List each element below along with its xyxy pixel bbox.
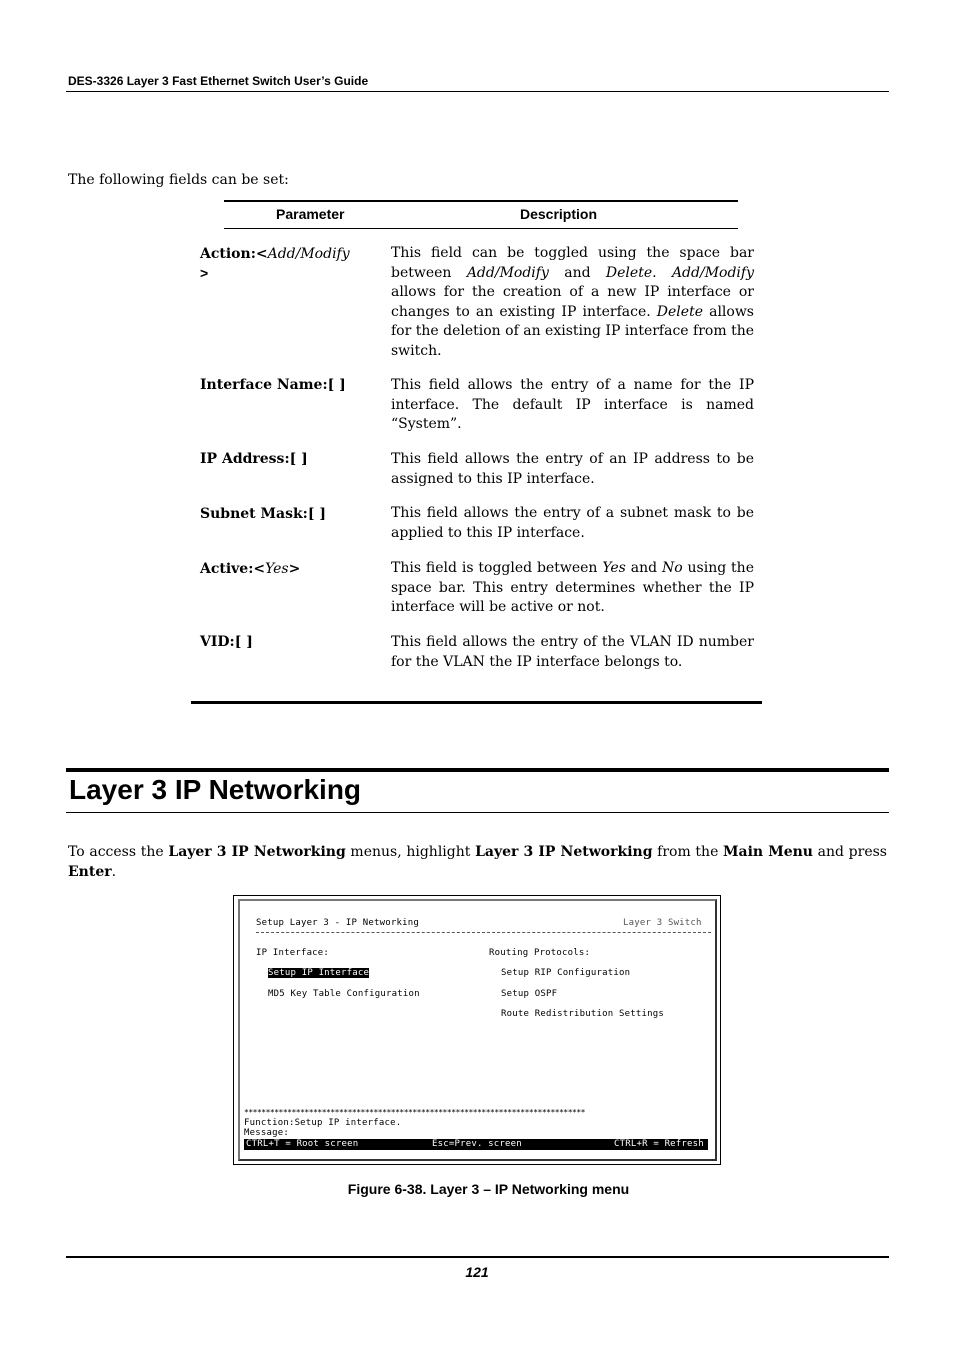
- param-action: Action:<Add/Modify >: [200, 246, 350, 281]
- section-bottom-rule: [66, 812, 889, 813]
- section-top-rule: [66, 768, 889, 772]
- screen-function-line: Function:Setup IP interface.: [244, 1118, 402, 1128]
- table-top-rule: [224, 200, 738, 202]
- routing-protocols-heading: Routing Protocols:: [489, 948, 591, 958]
- table-bottom-rule: [191, 701, 762, 704]
- section-body: To access the Layer 3 IP Networking menus, highlight Layer 3 IP Networking from the Main Menu and press Enter.: [68, 844, 887, 880]
- desc-action: This field can be toggled using the space bar between Add/Modify and Delete. Add/Modify allows for the creation of a new IP interface or changes to an existing IP interface. Delete allows for the deletion of an existing IP interface from the switch.: [391, 245, 754, 359]
- screen-title: Setup Layer 3 - IP Networking: [256, 918, 419, 928]
- column-header-parameter: Parameter: [276, 206, 345, 222]
- param-vid: VID:[ ]: [200, 634, 253, 650]
- param-ip-address: IP Address:[ ]: [200, 451, 308, 467]
- status-refresh[interactable]: CTRL+R = Refresh: [614, 1139, 704, 1149]
- screen-separator-stars: *******************************************************************************: [244, 1108, 585, 1117]
- screen-message-line: Message:: [244, 1128, 289, 1138]
- intro-text: The following fields can be set:: [68, 172, 289, 188]
- param-subnet-mask: Subnet Mask:[ ]: [200, 506, 326, 522]
- desc-ip-address: This field allows the entry of an IP address to be assigned to this IP interface.: [391, 451, 754, 487]
- section-title: Layer 3 IP Networking: [69, 774, 362, 805]
- screen-device-name: Layer 3 Switch: [623, 918, 702, 928]
- menu-item-setup-ip-interface[interactable]: Setup IP Interface: [268, 968, 370, 978]
- terminal-frame: [238, 899, 717, 1161]
- desc-vid: This field allows the entry of the VLAN ID number for the VLAN the IP interface belongs to.: [391, 634, 754, 670]
- page-number: 121: [465, 1264, 489, 1280]
- table-header-rule: [224, 228, 738, 229]
- figure-caption: Figure 6-38. Layer 3 – IP Networking menu: [347, 1181, 630, 1197]
- menu-item-setup-rip[interactable]: Setup RIP Configuration: [501, 968, 631, 978]
- desc-subnet-mask: This field allows the entry of a subnet mask to be applied to this IP interface.: [391, 505, 754, 541]
- running-header: DES-3326 Layer 3 Fast Ethernet Switch User’s Guide: [68, 74, 369, 88]
- terminal-screenshot: [233, 895, 721, 1165]
- param-interface-name: Interface Name:[ ]: [200, 377, 346, 393]
- screen-divider: [256, 932, 711, 933]
- menu-item-route-redistribution[interactable]: Route Redistribution Settings: [501, 1009, 664, 1019]
- status-prev-screen[interactable]: Esc=Prev. screen: [432, 1139, 522, 1149]
- param-active: Active:<Yes>: [200, 561, 301, 577]
- desc-active: This field is toggled between Yes and No using the space bar. This entry determines whether the IP interface will be active or not.: [391, 560, 754, 615]
- ip-interface-heading: IP Interface:: [256, 948, 330, 958]
- menu-item-setup-ospf[interactable]: Setup OSPF: [501, 989, 558, 999]
- footer-rule: [66, 1256, 889, 1258]
- menu-item-md5-key-table[interactable]: MD5 Key Table Configuration: [268, 989, 420, 999]
- header-rule: [66, 91, 889, 92]
- screen-status-bar: [244, 1139, 708, 1150]
- status-root-screen[interactable]: CTRL+T = Root screen: [246, 1139, 359, 1149]
- desc-interface-name: This field allows the entry of a name for the IP interface. The default IP interface is named “System”.: [391, 377, 754, 432]
- column-header-description: Description: [520, 206, 598, 222]
